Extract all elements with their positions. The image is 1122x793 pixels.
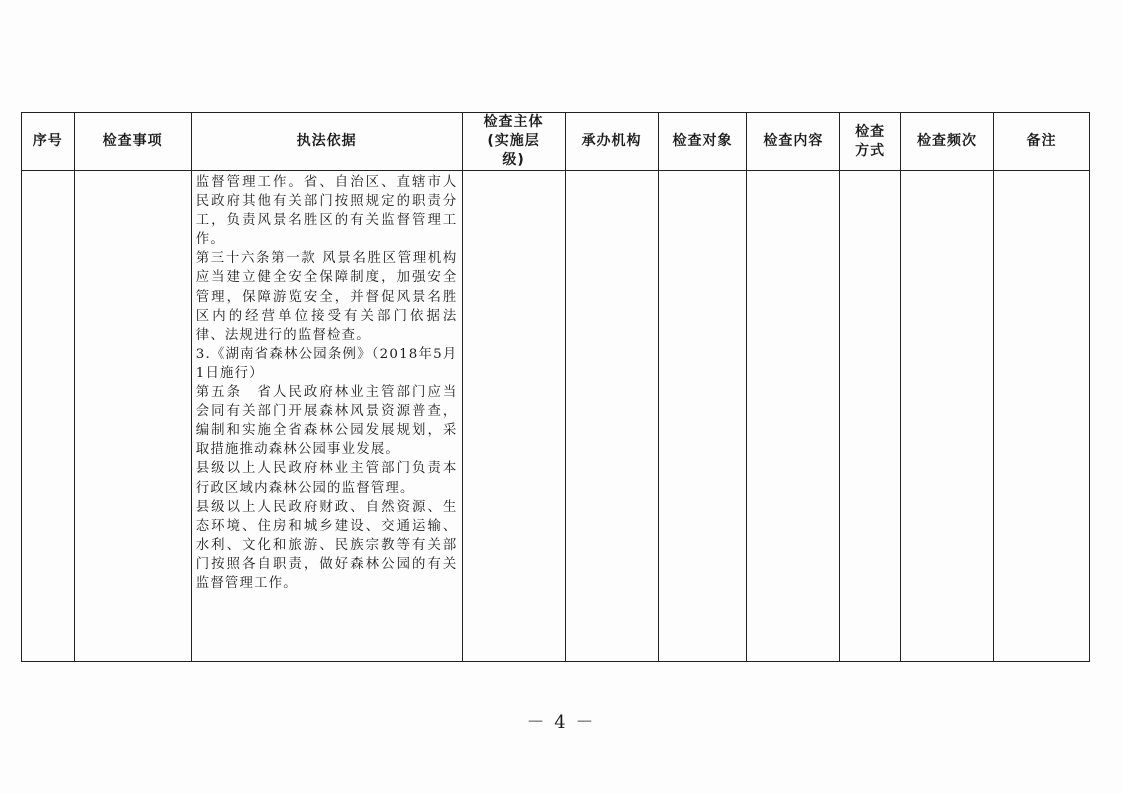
legal-basis-paragraph: 第三十六条第一款 风景名胜区管理机构应当建立健全安全保障制度，加强安全管理，保障游览安全，并督促风景名胜区内的经营单位接受有关部门依据法律、法规进行的监督检查。 bbox=[195, 251, 458, 343]
legal-basis-paragraph: 监督管理工作。省、自治区、直辖市人民政府其他有关部门按照规定的职责分工，负责风景名胜区的有关监督管理工作。 bbox=[195, 175, 458, 248]
table-row bbox=[22, 171, 1090, 662]
cell-serial-number bbox=[22, 171, 75, 662]
cell-inspection-subject bbox=[462, 171, 565, 662]
legal-basis-paragraph: 第五条 省人民政府林业主管部门应当会同有关部门开展森林风景资源普查，编制和实施全省森林公园发展规划，采取措施推动森林公园事业发展。 bbox=[195, 385, 458, 458]
legal-basis-paragraph: 县级以上人民政府林业主管部门负责本行政区域内森林公园的监督管理。 bbox=[195, 461, 458, 496]
header-inspection-method: 检查方式 bbox=[840, 113, 901, 171]
header-inspection-target: 检查对象 bbox=[658, 113, 747, 171]
header-serial-number: 序号 bbox=[22, 113, 75, 171]
cell-handling-agency bbox=[565, 171, 658, 662]
legal-basis-paragraph: 3.《湖南省森林公园条例》（2018年5月1日施行） bbox=[195, 346, 458, 381]
cell-remarks bbox=[993, 171, 1089, 662]
page-number: － 4 － bbox=[526, 712, 596, 733]
cell-legal-basis bbox=[191, 171, 462, 662]
header-inspection-frequency: 检查频次 bbox=[900, 113, 993, 171]
cell-inspection-item bbox=[74, 171, 191, 662]
header-legal-basis: 执法依据 bbox=[191, 113, 462, 171]
cell-inspection-method bbox=[840, 171, 901, 662]
header-inspection-content: 检查内容 bbox=[747, 113, 840, 171]
cell-inspection-frequency bbox=[900, 171, 993, 662]
cell-inspection-target bbox=[658, 171, 747, 662]
header-inspection-subject: 检查主体(实施层级) bbox=[462, 113, 565, 171]
legal-basis-paragraph: 县级以上人民政府财政、自然资源、生态环境、住房和城乡建设、交通运输、水利、文化和旅游、民族宗教等有关部门按照各自职责，做好森林公园的有关监督管理工作。 bbox=[195, 499, 458, 591]
table-header-row bbox=[22, 113, 1090, 171]
header-handling-agency: 承办机构 bbox=[565, 113, 658, 171]
inspection-table bbox=[21, 112, 1090, 662]
legal-basis-text bbox=[192, 171, 462, 593]
header-remarks: 备注 bbox=[993, 113, 1089, 171]
header-inspection-item: 检查事项 bbox=[74, 113, 191, 171]
cell-inspection-content bbox=[747, 171, 840, 662]
